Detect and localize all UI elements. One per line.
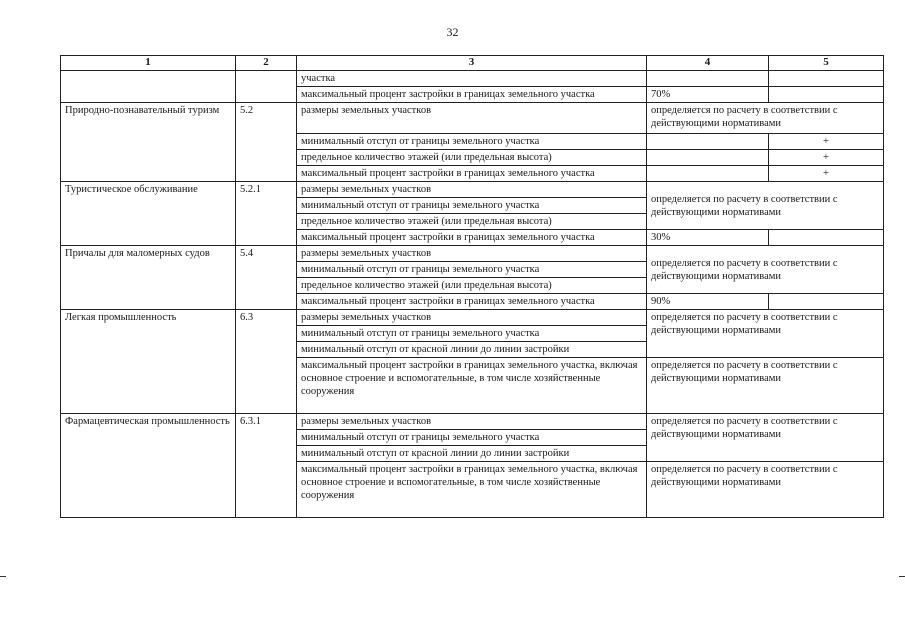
table-row <box>61 103 884 134</box>
value-cell: определяется по расчету в соответствии с действующими нормативами <box>647 103 884 134</box>
use-name: Причалы для маломерных судов <box>61 246 236 310</box>
col-header-2: 2 <box>236 56 297 71</box>
regulations-table <box>60 55 884 518</box>
col-header-4: 4 <box>647 56 769 71</box>
value-cell <box>769 71 884 87</box>
cell-empty <box>61 71 236 103</box>
value-cell <box>647 150 769 166</box>
value-cell <box>769 294 884 310</box>
table-row <box>61 246 884 262</box>
param-cell: минимальный отступ от красной линии до линии застройки <box>297 446 647 462</box>
use-code: 5.2.1 <box>236 182 297 246</box>
value-cell: определяется по расчету в соответствии с действующими нормативами <box>647 310 884 358</box>
param-cell: минимальный отступ от границы земельного участка <box>297 430 647 446</box>
use-name: Туристическое обслуживание <box>61 182 236 246</box>
use-name: Легкая промышленность <box>61 310 236 414</box>
mark-cell: + <box>769 166 884 182</box>
cell-empty <box>236 71 297 103</box>
param-cell: минимальный отступ от границы земельного участка <box>297 262 647 278</box>
use-code: 5.4 <box>236 246 297 310</box>
table-row <box>61 182 884 198</box>
use-name: Фармацевтическая промышленность <box>61 414 236 518</box>
value-cell: 30% <box>647 230 769 246</box>
value-cell <box>647 166 769 182</box>
use-name: Природно-познавательный туризм <box>61 103 236 182</box>
value-cell: 70% <box>647 87 769 103</box>
param-cell: максимальный процент застройки в границах земельного участка <box>297 166 647 182</box>
crop-mark <box>0 576 6 577</box>
param-cell: предельное количество этажей (или предельная высота) <box>297 150 647 166</box>
col-header-1: 1 <box>61 56 236 71</box>
param-cell: максимальный процент застройки в границах земельного участка <box>297 87 647 103</box>
param-cell: размеры земельных участков <box>297 103 647 134</box>
value-cell: определяется по расчету в соответствии с действующими нормативами <box>647 246 884 294</box>
value-cell <box>769 87 884 103</box>
value-cell <box>647 71 769 87</box>
mark-cell: + <box>769 150 884 166</box>
param-cell: минимальный отступ от границы земельного участка <box>297 198 647 214</box>
value-cell: 90% <box>647 294 769 310</box>
param-cell: размеры земельных участков <box>297 310 647 326</box>
col-header-3: 3 <box>297 56 647 71</box>
header-row <box>61 56 884 71</box>
param-cell: минимальный отступ от красной линии до линии застройки <box>297 342 647 358</box>
value-cell <box>647 134 769 150</box>
use-code: 5.2 <box>236 103 297 182</box>
param-cell: предельное количество этажей (или предельная высота) <box>297 214 647 230</box>
value-cell: определяется по расчету в соответствии с действующими нормативами <box>647 358 884 414</box>
value-cell: определяется по расчету в соответствии с действующими нормативами <box>647 462 884 518</box>
param-cell: максимальный процент застройки в границах земельного участка <box>297 294 647 310</box>
param-cell: размеры земельных участков <box>297 414 647 430</box>
crop-mark <box>899 576 905 577</box>
table-row <box>61 414 884 430</box>
table-row <box>61 310 884 326</box>
value-cell: определяется по расчету в соответствии с действующими нормативами <box>647 182 884 230</box>
use-code: 6.3.1 <box>236 414 297 518</box>
table-row <box>61 71 884 87</box>
param-cell: максимальный процент застройки в границах земельного участка, включая основное строение и вспомогательные, в том числе хозяйственные сооружения <box>297 358 647 414</box>
use-code: 6.3 <box>236 310 297 414</box>
value-cell <box>769 230 884 246</box>
param-cell: участка <box>297 71 647 87</box>
param-cell: максимальный процент застройки в границах земельного участка <box>297 230 647 246</box>
page-number: 32 <box>446 25 459 39</box>
col-header-5: 5 <box>769 56 884 71</box>
param-cell: минимальный отступ от границы земельного участка <box>297 326 647 342</box>
mark-cell: + <box>769 134 884 150</box>
param-cell: размеры земельных участков <box>297 182 647 198</box>
param-cell: размеры земельных участков <box>297 246 647 262</box>
value-cell: определяется по расчету в соответствии с действующими нормативами <box>647 414 884 462</box>
param-cell: максимальный процент застройки в границах земельного участка, включая основное строение и вспомогательные, в том числе хозяйственные сооружения <box>297 462 647 518</box>
param-cell: предельное количество этажей (или предельная высота) <box>297 278 647 294</box>
param-cell: минимальный отступ от границы земельного участка <box>297 134 647 150</box>
